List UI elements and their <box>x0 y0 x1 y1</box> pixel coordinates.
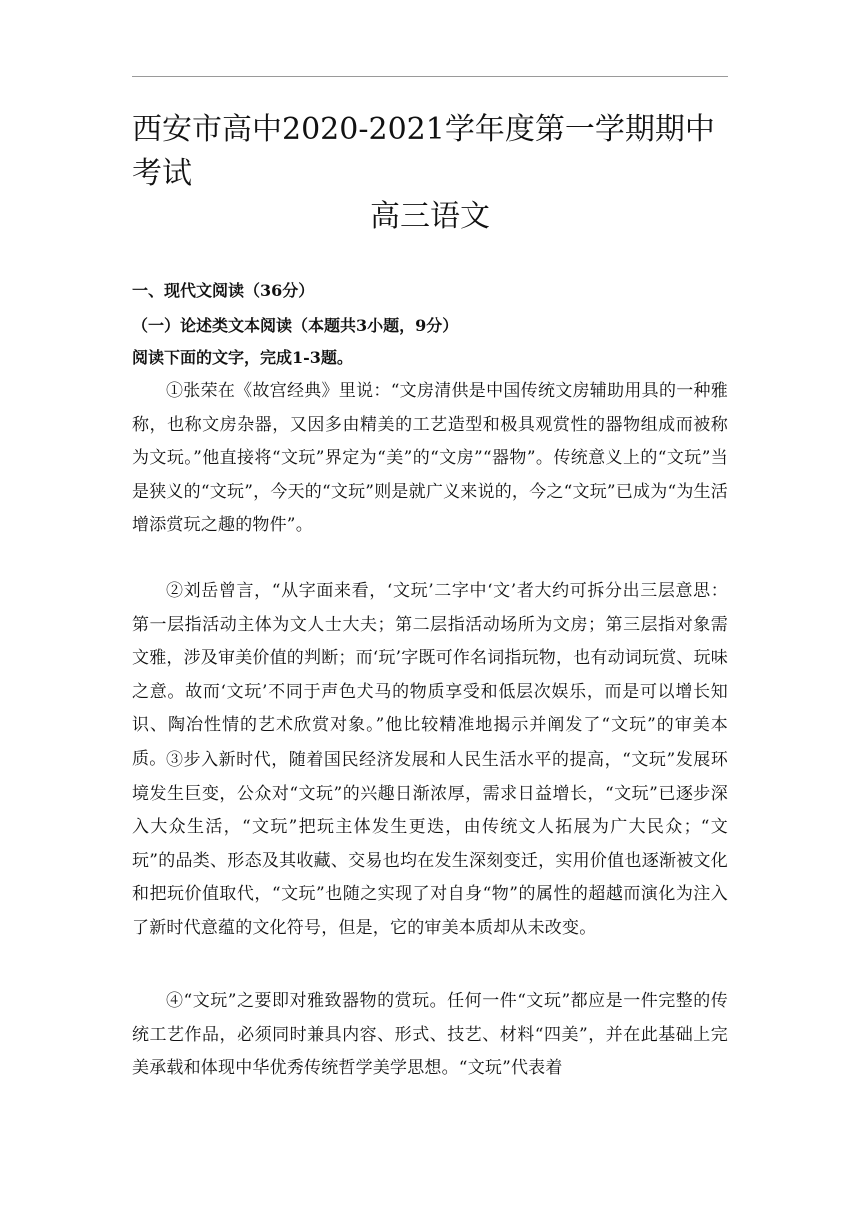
reading-instruction: 阅读下面的文字，完成1-3题。 <box>132 348 353 367</box>
exam-subject: 高三语文 <box>370 199 490 234</box>
paragraph-4: ④“文玩”之要即对雅致器物的赏玩。任何一件“文玩”都应是一件完整的传统工艺作品，必须同时兼具内容、形式、技艺、材料“四美”，并在此基础上完美承载和体现中华优秀传统哲学美学思想。“文玩”代表着 <box>132 991 728 1078</box>
paragraph-1: ①张荣在《故宫经典》里说：“文房清供是中国传统文房辅助用具的一种雅称，也称文房杂器，又因多由精美的工艺造型和极具观赏性的器物组成而被称为文玩。”他直接将“文玩”界定为“美”的“文房”“器物”。传统意义上的“文玩”当是狭义的“文玩”，今天的“文玩”则是就广义来说的，今之“文玩”已成为“为生活增添赏玩之趣的物件”。 <box>132 381 728 535</box>
paragraph-3: ③步入新时代，随着国民经济发展和人民生活水平的提高，“文玩”发展环境发生巨变，公众对“文玩”的兴趣日渐浓厚，需求日益增长，“文玩”已逐步深入大众生活，“文玩”把玩主体发生更迭，由传统文人拓展为广大民众；“文玩”的品类、形态及其收藏、交易也均在发生深刻变迁，实用价值也逐渐被文化和把玩价值取代，“文玩”也随之实现了对自身“物”的属性的超越而演化为注入了新时代意蕴的文化符号，但是，它的审美本质却从未改变。 <box>132 750 728 938</box>
exam-title: 西安市高中2020-2021学年度第一学期期中考试 <box>132 112 715 191</box>
header-rule <box>132 76 728 77</box>
subsection-heading: （一）论述类文本阅读（本题共3小题，9分） <box>132 316 459 335</box>
paragraph-2: ②刘岳曾言，“从字面来看，‘文玩’二字中‘文’者大约可拆分出三层意思：第一层指活动主体为文人士大夫；第二层指活动场所为文房；第三层指对象需文雅，涉及审美价值的判断；而‘玩’字既可作名词指玩物，也有动词玩赏、玩味之意。故而‘文玩’不同于声色犬马的物质享受和低层次娱乐，而是可以增长知识、陶冶性情的艺术欣赏对象。”他比较精准地揭示并阐发了“文玩”的审美本质。 <box>132 581 729 769</box>
section-heading: 一、现代文阅读（36分） <box>132 281 315 300</box>
